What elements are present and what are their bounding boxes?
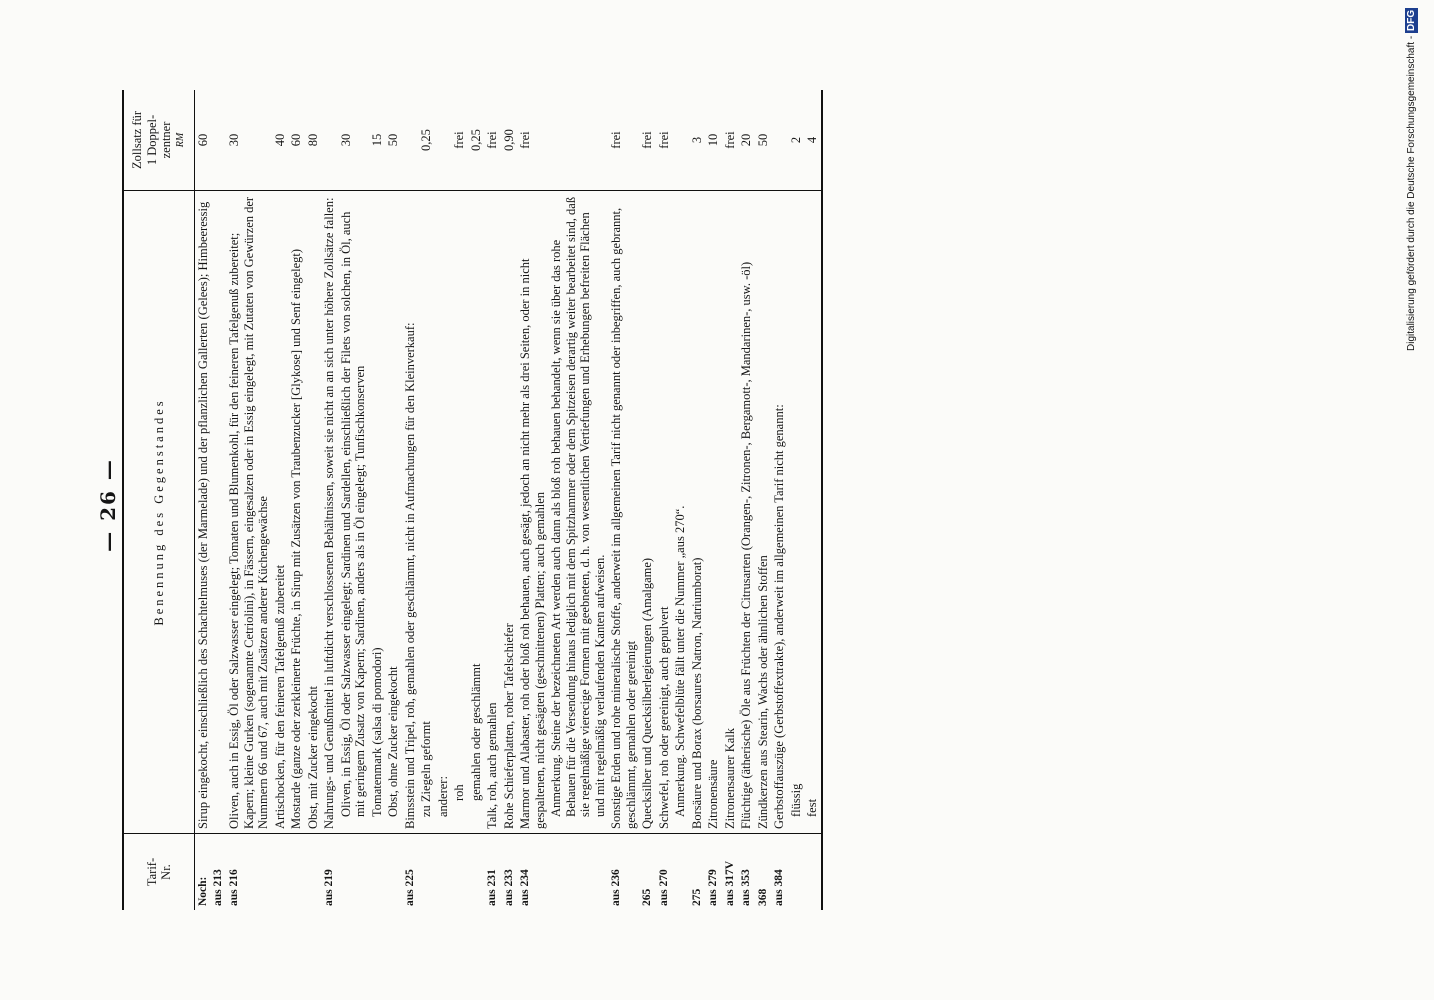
- tarif-nr-cell: aus 270: [656, 834, 673, 911]
- table-row: [722, 90, 739, 910]
- table-row: [195, 90, 227, 910]
- table-row: [608, 90, 639, 910]
- zollsatz-cell: 3: [689, 90, 706, 191]
- zollsatz-cell: frei: [451, 90, 468, 191]
- zollsatz-cell: 0,25: [468, 90, 485, 191]
- zollsatz-cell: 20: [738, 90, 755, 191]
- tarif-nr-cell: [451, 834, 468, 911]
- tarif-nr-cell: aus 317V: [722, 834, 739, 911]
- tarif-nr-cell: aus 236: [608, 834, 639, 911]
- zollsatz-cell: 2: [788, 90, 805, 191]
- tarif-nr-cell: [804, 834, 822, 911]
- benennung-cell: Talk, roh, auch gemahlen: [485, 702, 499, 829]
- table-row: [288, 90, 305, 910]
- table-row: [804, 90, 822, 910]
- benennung-cell: Borsäure und Borax (borsaures Natron, Natriumborat): [689, 557, 704, 829]
- zollsatz-cell: 80: [305, 90, 322, 191]
- table-row: [689, 90, 706, 910]
- page-number: — 26 —: [96, 458, 120, 552]
- table-row: [484, 90, 501, 910]
- credit-text: Digitalisierung gefördert durch die Deutsche Forschungsgemeinschaft -: [1406, 35, 1417, 352]
- benennung-cell: zu Ziegeln geformt: [419, 721, 433, 817]
- tarif-nr-cell: aus 219: [321, 834, 338, 911]
- table-row: [435, 90, 452, 910]
- zollsatz-cell: 30: [226, 90, 272, 191]
- benennung-cell: Mostarde (ganze oder zerkleinerte Früchte, in Sirup mit Zusätzen von Traubenzucker [Glykose] und Senf eingelegt): [289, 248, 303, 829]
- tarif-nr-cell: aus 353: [738, 834, 755, 911]
- zollsatz-cell: frei: [639, 90, 656, 191]
- tarif-nr-cell: [288, 834, 305, 911]
- zollsatz-cell: 60: [288, 90, 305, 191]
- tarif-nr-cell: aus 225: [402, 834, 419, 911]
- table-row: [338, 90, 369, 910]
- zollsatz-cell: 10: [705, 90, 722, 191]
- sidebar-credit-text: [1406, 8, 1417, 988]
- benennung-cell: flüssig: [788, 783, 803, 817]
- benennung-cell: Artischocken, für den feineren Tafelgenuß zubereitet: [272, 564, 287, 829]
- zollsatz-cell: frei: [722, 90, 739, 191]
- benennung-cell: Zitronensäure: [706, 759, 720, 829]
- benennung-cell: gemahlen oder geschlämmt: [468, 663, 483, 801]
- benennung-cell: Schwefel, roh oder gereinigt, auch gepulvert: [656, 606, 671, 829]
- tarif-nr-cell: [338, 834, 369, 911]
- benennung-cell: Oliven, in Essig, Öl oder Salzwasser eingelegt; Sardinen und Sardellen, einschließlich der Filets von solchen, in Öl, auch mit geringem Zusatz von Kapern; Sardinen, anders als in Öl eingelegt; Tunfischkonserven: [338, 211, 367, 817]
- table-row: [321, 90, 338, 910]
- table-row: [639, 90, 656, 910]
- tarif-nr-cell: [385, 834, 402, 911]
- zollsatz-cell: 30: [338, 90, 369, 191]
- table-row: [451, 90, 468, 910]
- zollsatz-cell: frei: [608, 90, 639, 191]
- zollsatz-cell: 4: [804, 90, 822, 191]
- benennung-cell: Rohe Schieferplatten, roher Tafelschiefer: [501, 623, 516, 829]
- zollsatz-cell: [321, 90, 338, 191]
- benennung-cell: Tomatenmark (salsa di pomodori): [369, 647, 384, 817]
- tarif-nr-cell: [548, 834, 608, 911]
- zollsatz-cell: 40: [272, 90, 289, 191]
- tarif-nr-cell: aus 231: [484, 834, 501, 911]
- tarif-nr-cell: [435, 834, 452, 911]
- benennung-cell: Zündkerzen aus Stearin, Wachs oder ähnlichen Stoffen: [755, 555, 770, 829]
- benennung-cell: Marmor und Alabaster, roh oder bloß roh behauen, auch gesägt, jedoch an nicht mehr als drei Seiten, oder in nicht gespaltenen, nicht gesägten (geschnittenen) Platten; auch gemahlen: [518, 258, 547, 829]
- table-row: [501, 90, 518, 910]
- sidebar-credit: [1406, 8, 1430, 988]
- rotated-page: [90, 70, 1290, 940]
- table-row: [788, 90, 805, 910]
- table-row: [771, 90, 788, 910]
- table-row: [517, 90, 548, 910]
- benennung-cell: Obst, mit Zucker eingekocht: [305, 685, 320, 829]
- benennung-cell: Anmerkung. Steine der bezeichneten Art werden auch dann als bloß roh behauen behandelt, wenn sie über das rohe Behauen für die Versendung hinaus lediglich mit dem Spitzhammer oder dem Spitzeisen derartig weiter bearbeitet sind, daß sie regelmäßige vierecige Formen mit geebneten, d. h. von wesentlichen Vertiefungen und Erhebungen befreiten Flächen und mit regelmäßig verlaufenden Kanten aufweisen.: [549, 196, 607, 817]
- zollsatz-cell: frei: [517, 90, 548, 191]
- tarif-nr-cell: [305, 834, 322, 911]
- table-row: [369, 90, 386, 910]
- benennung-cell: roh: [452, 784, 466, 801]
- tarif-nr-cell: aus 279: [705, 834, 722, 911]
- table-row: [468, 90, 485, 910]
- table-row: [226, 90, 272, 910]
- table-row: [672, 90, 689, 910]
- tarif-nr-cell: 368: [755, 834, 772, 911]
- tarif-nr-cell: [672, 834, 689, 911]
- tariff-table: [122, 90, 823, 910]
- benennung-cell: Quecksilber und Quecksilberlegierungen (Amalgame): [640, 557, 654, 829]
- zollsatz-cell: 60: [195, 90, 227, 191]
- zollsatz-cell: 0,90: [501, 90, 518, 191]
- zollsatz-cell: frei: [656, 90, 673, 191]
- tarif-nr-cell: [272, 834, 289, 911]
- table-row: [385, 90, 402, 910]
- table-row: [272, 90, 289, 910]
- zollsatz-cell: 0,25: [418, 90, 435, 191]
- benennung-cell: Sirup eingekocht, einschließlich des Schachtelmuses (der Marmelade) und der pflanzlichen Gallerten (Gelees); Himbeeressig: [196, 201, 210, 829]
- table-row: [705, 90, 722, 910]
- header-benennung: Benennung des Gegenstandes: [123, 191, 195, 834]
- zollsatz-cell: [402, 90, 419, 191]
- tarif-nr-cell: [788, 834, 805, 911]
- tarif-nr-cell: Noch: aus 213: [195, 834, 227, 911]
- benennung-cell: fest: [804, 191, 822, 834]
- zollsatz-cell: 15: [369, 90, 386, 191]
- table-row: [548, 90, 608, 910]
- tarif-nr-cell: 275: [689, 834, 706, 911]
- header-zollsatz-unit: RM: [174, 132, 186, 148]
- tarif-nr-cell: 265: [639, 834, 656, 911]
- benennung-cell: Bimsstein und Tripel, roh, gemahlen oder geschlämmt, nicht in Aufmachungen für den Kleinverkauf:: [402, 322, 417, 829]
- benennung-cell: anderer:: [435, 776, 450, 817]
- tarif-nr-cell: aus 233: [501, 834, 518, 911]
- header-zollsatz-label: Zollsatz für 1 Doppel- zentner: [130, 111, 173, 169]
- header-zollsatz: [123, 90, 195, 191]
- zollsatz-cell: 50: [385, 90, 402, 191]
- table-row: [738, 90, 755, 910]
- benennung-cell: Gerbstoffauszüge (Gerbstoffextrakte), anderweit im allgemeinen Tarif nicht genannt:: [772, 404, 786, 829]
- tarif-nr-cell: [369, 834, 386, 911]
- benennung-cell: Anmerkung. Schwefelblüte fällt unter die Nummer „aus 270“.: [673, 505, 687, 817]
- table-row: [656, 90, 673, 910]
- benennung-cell: Sonstige Erden und rohe mineralische Stoffe, anderweit im allgemeinen Tarif nicht genannt oder inbegriffen, auch gebrannt, geschlämmt, gemahlen oder gereinigt: [609, 207, 638, 829]
- dfg-badge: DFG: [1406, 10, 1417, 32]
- table-header-row: [123, 90, 195, 910]
- zollsatz-cell: frei: [484, 90, 501, 191]
- tarif-nr-cell: aus 384: [771, 834, 788, 911]
- table-row: [305, 90, 322, 910]
- table-body: [195, 90, 822, 910]
- benennung-cell: Flüchtige (ätherische) Öle aus Früchten der Citrusarten (Orangen-, Zitronen-, Bergamott-, Mandarinen-, usw. -öl): [739, 261, 753, 829]
- zollsatz-cell: [672, 90, 689, 191]
- table-row: [418, 90, 435, 910]
- tarif-nr-cell: [468, 834, 485, 911]
- benennung-cell: Obst, ohne Zucker eingekocht: [386, 666, 400, 817]
- zollsatz-cell: 50: [755, 90, 772, 191]
- table-row: [402, 90, 419, 910]
- tarif-nr-cell: aus 234: [517, 834, 548, 911]
- benennung-cell: Oliven, auch in Essig, Öl oder Salzwasser eingelegt; Tomaten und Blumenkohl, für den feineren Tafelgenuß zubereitet; Kapern; kleine Gurken (sogenannte Cetriolini), in Fässern, eingesalzen oder in Essig eingelegt, mit Zutaten von Gewürzen der Nummern 66 und 67, auch mit Zusätzen anderer Küchengewächse: [227, 196, 270, 829]
- benennung-cell: Nahrungs- und Genußmittel in luftdicht verschlossenen Behältnissen, soweit sie nicht an an sich unter höhere Zollsätze fallen:: [322, 197, 336, 829]
- tarif-nr-cell: aus 216: [226, 834, 272, 911]
- header-tarif-nr: Tarif- Nr.: [123, 834, 195, 911]
- tarif-nr-cell: [418, 834, 435, 911]
- benennung-cell: Zitronensaurer Kalk: [722, 727, 737, 829]
- zollsatz-cell: [548, 90, 608, 191]
- table-row: [755, 90, 772, 910]
- zollsatz-cell: [435, 90, 452, 191]
- zollsatz-cell: [771, 90, 788, 191]
